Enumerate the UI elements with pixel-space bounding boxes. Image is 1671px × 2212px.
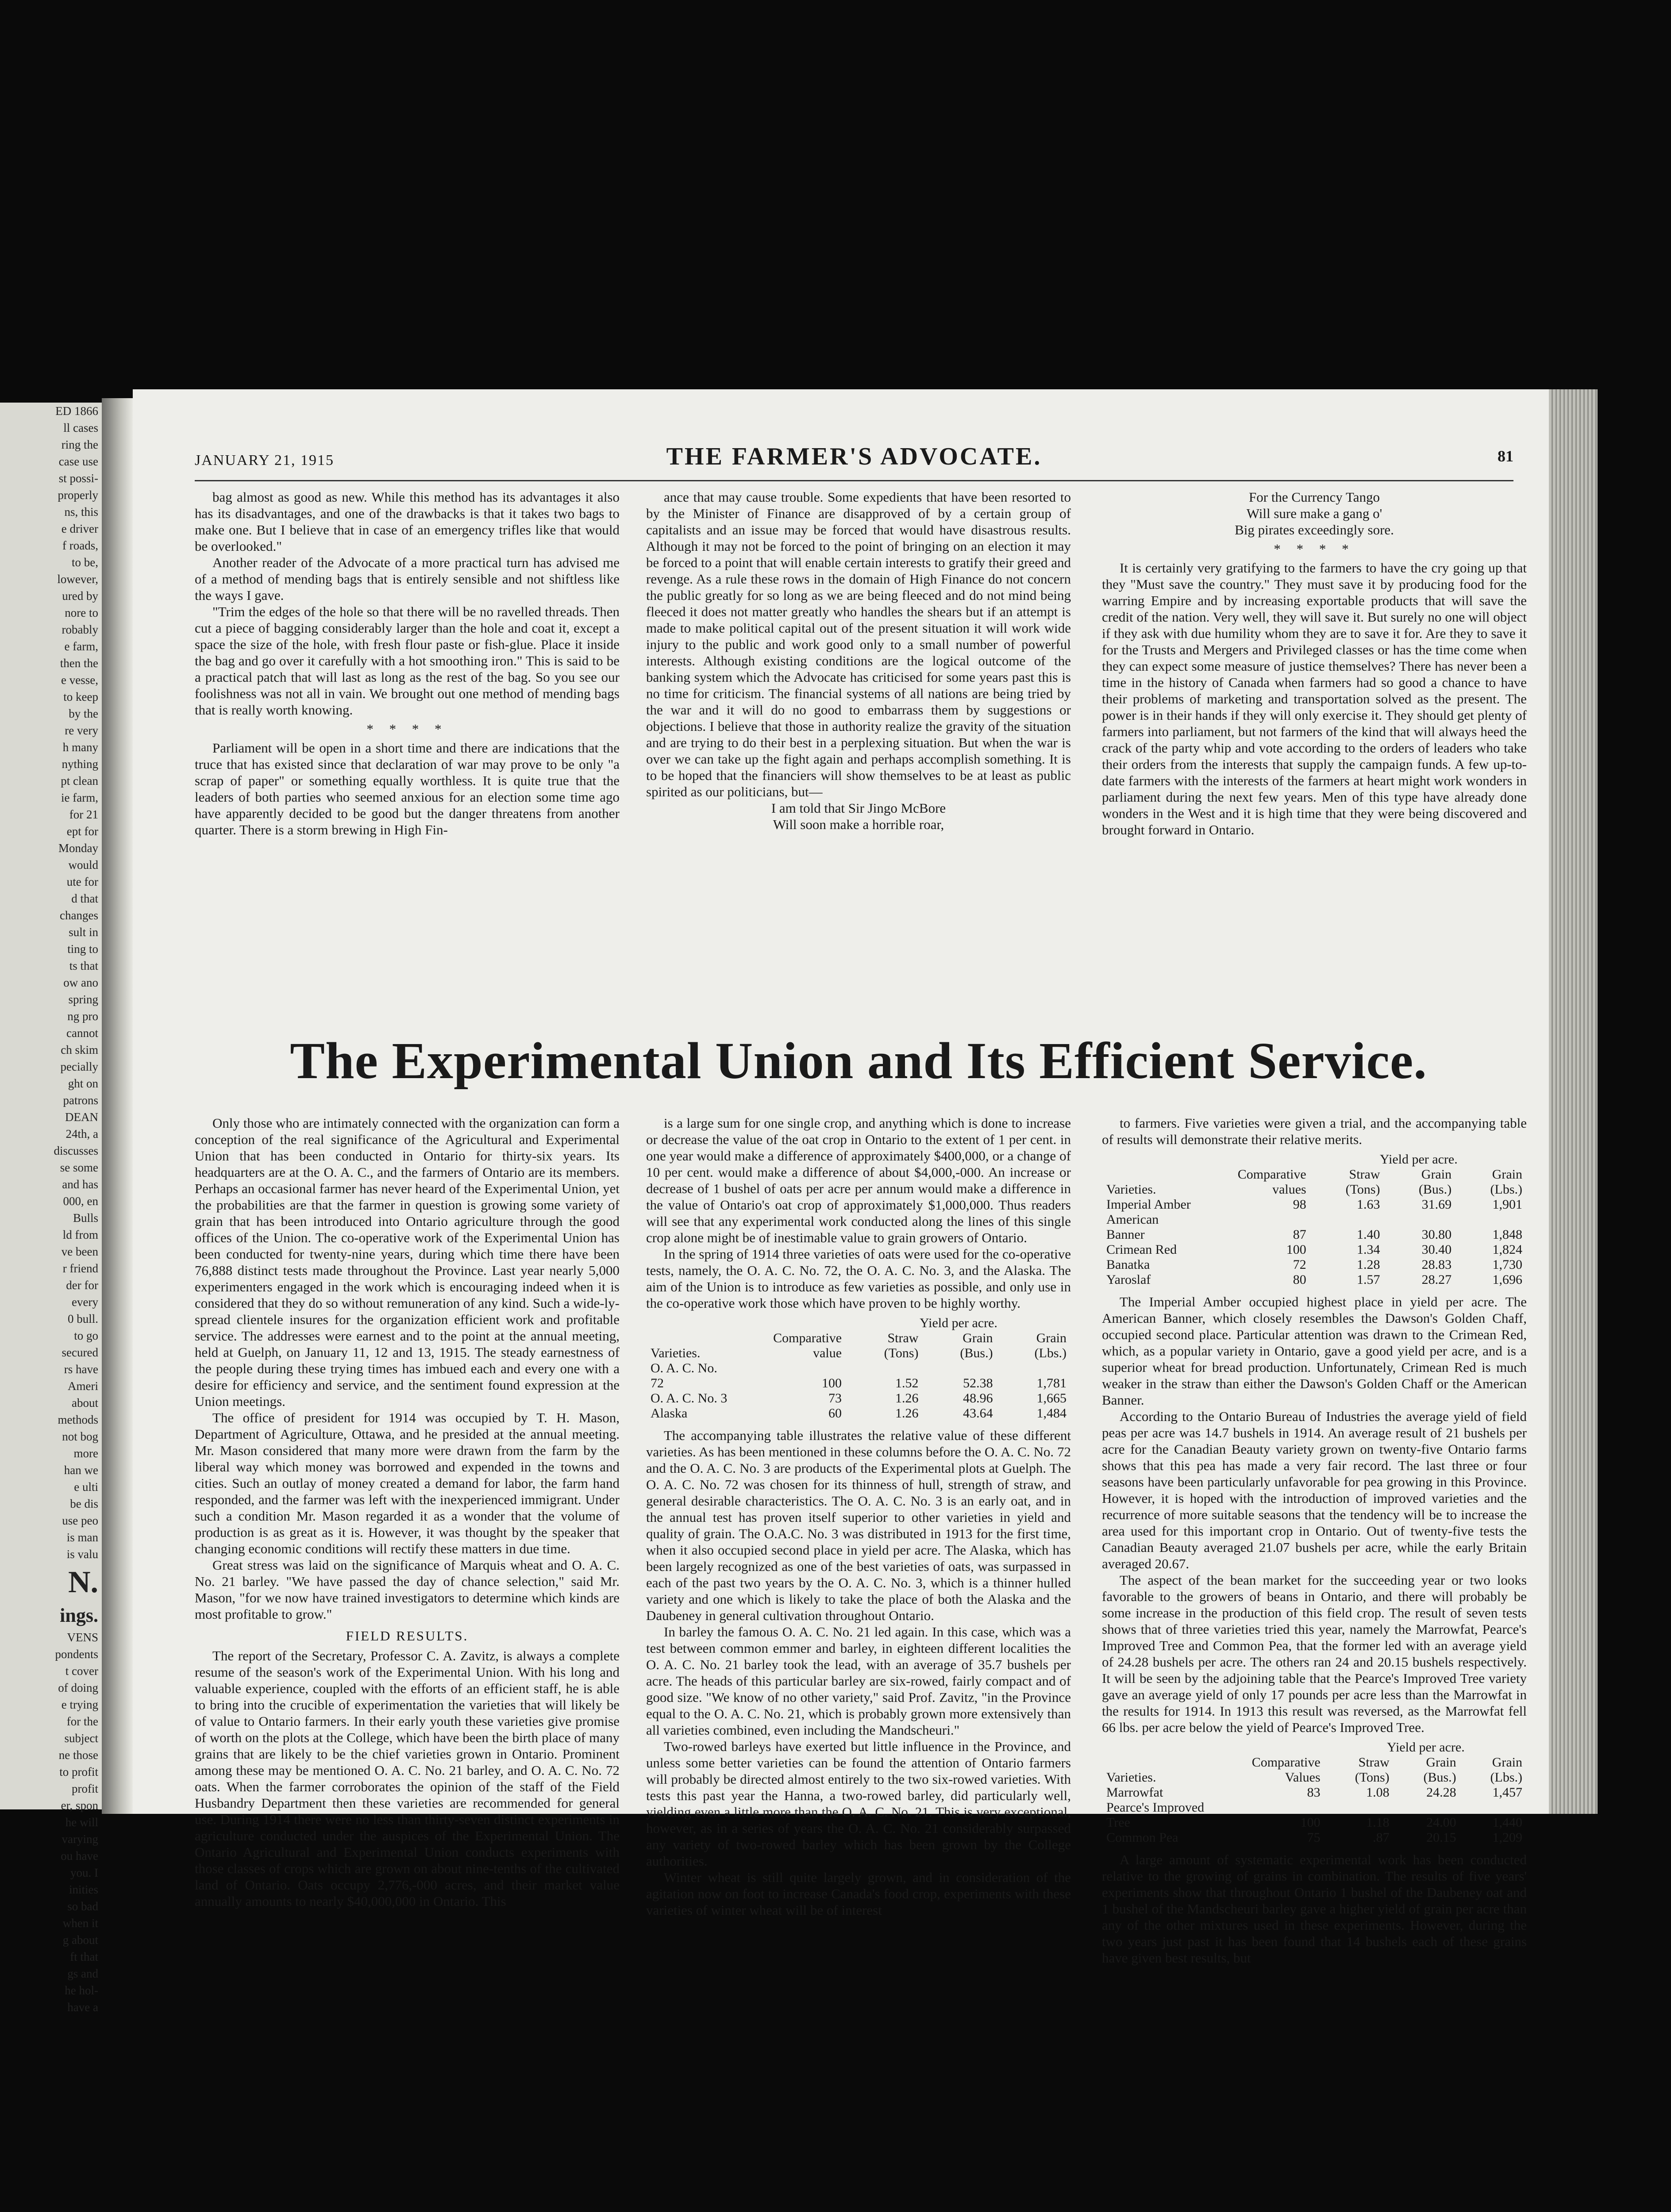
table-cell: 20.15 [1426, 1830, 1456, 1845]
facing-page-line: ting to [67, 942, 98, 956]
facing-page-line: varying [62, 1832, 98, 1846]
table-cell: 73 [828, 1391, 842, 1406]
facing-page-line: case use [58, 455, 98, 468]
facing-page-line: Monday [58, 841, 98, 855]
facing-page-line: Ameri [68, 1379, 98, 1393]
verse-line: Will soon make a horrible roar, [773, 817, 944, 832]
facing-page-line: e trying [61, 1698, 98, 1711]
table-cell: 1.63 [1357, 1197, 1380, 1212]
book-gutter [102, 398, 133, 1814]
facing-page-line: t cover [65, 1664, 98, 1678]
facing-page-line: ft that [70, 1950, 98, 1963]
facing-page-line: profit [72, 1782, 98, 1795]
table-cell: 31.69 [1421, 1197, 1452, 1212]
facing-page-line: secured [62, 1346, 98, 1359]
table-row [1102, 1800, 1527, 1830]
facing-page-line: more [73, 1447, 98, 1460]
paragraph: to farmers. Five varieties were given a trial, and the accompanying table of results will demonstrate their relative merits. [1102, 1115, 1527, 1147]
table-column-header: Grain (Lbs.) [1490, 1755, 1522, 1785]
paragraph: The Imperial Amber occupied highest place in yield per acre. The American Banner, which closely resembles the Dawson's Golden Chaff, occupied second place. Particular attention was drawn to the Crimean Red, which, as a popular variety in Ontario, gave a good yield per acre, and is a superior wheat for bread production. Unfortunately, Crimean Red is much weaker in the straw than either the Dawson's Golden Chaff or the American Banner. [1102, 1294, 1527, 1408]
facing-page-line: r friend [62, 1262, 98, 1275]
facing-page-subheading-fragment: ings. [60, 1605, 98, 1626]
table-cell: 100 [1286, 1242, 1306, 1257]
facing-page-line: ng pro [67, 1010, 98, 1023]
paragraph: The aspect of the bean market for the succeeding year or two looks favorable to the growers of beans in Ontario, and there will probably be some increase in the production of this field crop. The result of seven tests shows that of three varieties tried this year, namely the Marrowfat, Pearce's Improved Tree and Common Pea, that the former led with an average yield of 24.28 bushels per acre. The others ran 24 and 20.15 bushels respectively. It will be seen by the adjoining table that the Pearce's Improved Tree variety gave an average yield of only 17 pounds per acre less than the Marrowfat in the results for 1914. In 1913 this result was reversed, as the Marrowfat fell 66 lbs. per acre below the yield of Pearce's Improved Tree. [1102, 1572, 1527, 1735]
table-cell: 1,209 [1492, 1830, 1522, 1845]
page-edges [1549, 389, 1598, 1814]
facing-page-line: then the [60, 657, 98, 670]
facing-page-text-bottom [0, 1629, 102, 2016]
table-cell: 24.28 [1426, 1785, 1456, 1800]
table-cell: 60 [828, 1406, 842, 1421]
table-cell: 83 [1307, 1785, 1321, 1800]
table-cell: 1,781 [1036, 1376, 1067, 1390]
table-cell: Marrowfat [1106, 1785, 1163, 1800]
table-column-header: Comparative value [773, 1331, 842, 1360]
facing-page-line: to keep [63, 690, 98, 703]
facing-page-line: VENS [67, 1631, 98, 1644]
newspaper-page [133, 389, 1549, 1966]
table-cell: 28.83 [1421, 1257, 1452, 1272]
facing-page-line: Bulls [73, 1211, 98, 1225]
article-column-3 [1102, 1115, 1527, 1966]
facing-page-line: nore to [65, 606, 98, 619]
table-cell: 24.00 [1426, 1815, 1456, 1830]
facing-page-line: ow ano [63, 976, 98, 989]
paragraph: Parliament will be open in a short time and there are indications that the truce that has existed since that declaration of war may prove to be only "a scrap of paper" or something equally worthless. It is quite true that the leaders of both parties who seemed anxious for an election some time ago have apparently decided to be good but the danger threatens from another quarter. There is a storm brewing in High Fin- [195, 740, 620, 837]
facing-page-line: have a [67, 2001, 98, 2014]
table-cell: 1,484 [1036, 1406, 1067, 1421]
table-column-header: Grain (Bus.) [1423, 1755, 1456, 1785]
facing-page-line: ll cases [63, 421, 98, 434]
paragraph: ance that may cause trouble. Some expedients that have been resorted to by the Minister of Finance are disapproved of by a certain group of capitalists and an issue may be forced that would have disastrous results. Although it may not be forced to the point of bringing on an election it may be forced to a point that will enable certain interests to gratify their greed and revenge. As a rule these rows in the domain of High Finance do not concern the public greatly for so long as we are being fleeced and do not mind being fleeced it does not matter greatly who handles the shears but if an attempt is made to make political capital out of the present situation it will work wide injury to the public and work good only to a small number of powerful interests. Although existing conditions are the logical outcome of the banking system which the Advocate has criticised for some years past this is no time for criticism. The financial systems of all nations are being tried by the war and it will do no good to embarrass them by suggestions or objections. I believe that those in authority realize the gravity of the situation and are trying to do their best in a perplexing situation. But when the war is over we can take up the fight again and perhaps accomplish something. It is to be hoped that the financiers will show themselves to be at least as public spirited as our politicians, but— [646, 489, 1071, 799]
facing-page-fragment [0, 403, 102, 2014]
facing-page-line: cannot [66, 1026, 98, 1040]
facing-page-line: 24th, a [65, 1127, 98, 1141]
paragraph: The office of president for 1914 was occupied by T. H. Mason, Department of Agriculture, Ottawa, and he presided at the annual meeting. Mr. Mason considered that many more were drawn from the farm by the liberal way which money was borrowed and expended in the towns and cities. Such an outlay of money created a demand for labor, the farm hand responded, and the farmer was left with the inexperienced immigrant. Under such a condition Mr. Mason regarded it as a wonder that the volume of production is as great as it is. However, it was thought by the speaker that changing economic conditions will rectify these matters in due time. [195, 1410, 620, 1556]
facing-page-line: re very [65, 724, 98, 737]
facing-page-line: properly [58, 488, 98, 502]
facing-page-line: to be, [72, 556, 98, 569]
facing-page-line: for the [66, 1715, 98, 1728]
facing-page-line: about [72, 1396, 98, 1409]
table-row [1102, 1257, 1527, 1272]
table-column-header: Straw (Tons) [1355, 1755, 1390, 1785]
table-cell: 1.28 [1357, 1257, 1380, 1272]
table-row [1102, 1197, 1527, 1212]
facing-page-line: inities [69, 1883, 98, 1896]
paragraph: Two-rowed barleys have exerted but little influence in the Province, and unless some better varieties can be found the attention of Ontario farmers will probably be directed almost entirely to the two six-rowed varieties. With tests this past year the Hanna, a two-rowed barley, did particularly well, yielding even a little more than the O. A. C. No. 21. This is very exceptional, however, as in a series of years the O. A. C. No. 21 considerably surpassed any variety of two-rowed barley which has been grown by the College authorities. [646, 1739, 1071, 1869]
facing-page-heading-fragment: N. [68, 1565, 98, 1599]
table-cell: 1.26 [895, 1391, 919, 1406]
facing-page-line: he will [65, 1816, 98, 1829]
facing-page-line: e farm, [64, 640, 98, 653]
table-cell: 30.40 [1421, 1242, 1452, 1257]
section-separator: * * * * [1274, 541, 1355, 557]
facing-page-line: st possi- [58, 472, 98, 485]
oats-yield-table [646, 1316, 1071, 1421]
facing-page-line: gs and [67, 1967, 98, 1980]
facing-page-line: e driver [61, 522, 98, 535]
table-column-header: Straw (Tons) [1345, 1167, 1380, 1197]
top-column-2 [646, 489, 1071, 833]
table-cell: 1,730 [1492, 1257, 1522, 1272]
table-cell: Pearce's Improved Tree [1106, 1800, 1205, 1830]
facing-page-line: he hol- [65, 1984, 98, 1997]
facing-page-line: ie farm, [61, 791, 98, 804]
table-cell: Banatka [1106, 1257, 1150, 1272]
facing-page-line: ld from [62, 1228, 98, 1241]
top-column-3 [1102, 489, 1527, 838]
facing-page-line: ve been [61, 1245, 98, 1258]
facing-page-line: patrons [63, 1094, 98, 1107]
facing-page-line: robably [62, 623, 98, 636]
table-cell: 43.64 [963, 1406, 993, 1421]
table-column-header: Grain (Bus.) [960, 1331, 993, 1360]
facing-page-line: spring [68, 993, 98, 1006]
facing-page-line: pt clean [61, 774, 98, 787]
table-cell: 30.80 [1421, 1227, 1452, 1242]
facing-page-line: changes [60, 909, 98, 922]
facing-page-line: rs have [64, 1363, 98, 1376]
table-column-header: Comparative values [1237, 1167, 1306, 1197]
table-cell: 87 [1293, 1227, 1306, 1242]
table-cell: 1,440 [1492, 1815, 1522, 1830]
facing-page-line: ght on [68, 1077, 98, 1090]
table-cell: 52.38 [963, 1376, 993, 1390]
paragraph: In the spring of 1914 three varieties of oats were used for the co-operative tests, namely, the O. A. C. No. 72, the O. A. C. No. 3, and the Alaska. The aim of the Union is to introduce as few varieties as possible, and only use in the co-operative work those which have proven to be highly worthy. [646, 1246, 1071, 1311]
table-cell: 1.18 [1366, 1815, 1390, 1830]
paragraph: "Trim the edges of the hole so that there will be no ravelled threads. Then cut a piece of bagging considerably larger than the hole and coat it, except a space the size of the hole, with fresh flour paste or fish-glue. Place it inside the bag and go over it carefully with a hot smoothing iron." This is said to be a practical patch that will last as long as the rest of the bag. So you see our foolishness was not all in vain. We brought out one method of mending bags that is really worth knowing. [195, 604, 620, 718]
table-row [1102, 1785, 1527, 1800]
table-cell: 48.96 [963, 1391, 993, 1406]
facing-page-line: ou have [61, 1849, 98, 1863]
table-cell: .87 [1373, 1830, 1390, 1845]
section-heading: FIELD RESULTS. [346, 1628, 469, 1644]
table-group-header: Yield per acre. [1386, 1740, 1465, 1755]
facing-page-line: pondents [55, 1647, 98, 1661]
top-column-1 [195, 489, 620, 838]
page-number: 81 [1498, 447, 1513, 465]
publication-title: THE FARMER'S ADVOCATE. [666, 443, 1042, 470]
table-cell: 1.52 [895, 1376, 919, 1390]
verse-line: I am told that Sir Jingo McBore [771, 800, 946, 816]
facing-page-line: use peo [62, 1514, 98, 1527]
facing-page-line: han we [64, 1463, 98, 1477]
facing-page-line: be dis [70, 1497, 98, 1510]
table-cell: 100 [822, 1376, 842, 1390]
table-row [646, 1361, 1071, 1391]
issue-date: JANUARY 21, 1915 [195, 452, 335, 469]
table-row [1102, 1242, 1527, 1257]
table-row [1102, 1272, 1527, 1287]
table-column-header: Straw (Tons) [884, 1331, 919, 1360]
paragraph: Winter wheat is still quite largely grown, and in consideration of the agitation now on foot to increase Canada's food crop, experiments with these varieties of winter wheat will be of interest [646, 1870, 1071, 1918]
facing-page-line: nything [62, 757, 98, 771]
facing-page-line: every [72, 1295, 98, 1309]
facing-page-line: ne those [58, 1748, 98, 1762]
article-headline: The Experimental Union and Its Efficient Service. [290, 1032, 1427, 1090]
table-column-header: Comparative Values [1251, 1755, 1321, 1785]
facing-page-line: f roads, [62, 539, 98, 552]
wheat-yield-table [1102, 1152, 1527, 1287]
facing-page-line: when it [62, 1916, 98, 1930]
table-cell: Imperial Amber [1106, 1197, 1191, 1212]
facing-page-line: ured by [62, 589, 98, 603]
facing-page-line: er, spon [61, 1799, 98, 1812]
table-cell: Yaroslaf [1106, 1272, 1151, 1287]
facing-page-line: of doing [58, 1681, 98, 1694]
facing-page-line: ED 1866 [55, 404, 98, 418]
table-row [1102, 1212, 1527, 1242]
table-column-header: Grain (Bus.) [1418, 1167, 1452, 1197]
table-column-header: Grain (Lbs.) [1490, 1167, 1522, 1197]
facing-page-line: ute for [66, 875, 98, 888]
paragraph: Another reader of the Advocate of a more practical turn has advised me of a method of mending bags that is entirely sensible and not shiftless like the ways I gave. [195, 555, 620, 603]
table-cell: Alaska [651, 1406, 688, 1421]
page-header [195, 442, 1513, 478]
table-row [1102, 1830, 1527, 1845]
facing-page-line: for 21 [69, 808, 98, 821]
facing-page-line: to go [74, 1329, 98, 1342]
facing-page-line: g about [62, 1933, 98, 1947]
facing-page-line: ring the [61, 438, 98, 451]
table-cell: 1.08 [1366, 1785, 1390, 1800]
facing-page-line: d that [71, 892, 98, 905]
verse-line: For the Currency Tango [1249, 489, 1380, 505]
facing-page-line: subject [64, 1732, 98, 1745]
table-cell: 80 [1293, 1272, 1306, 1287]
table-cell: 1,901 [1492, 1197, 1522, 1212]
paragraph: A large amount of systematic experimental work has been conducted relative to the growing of grains in combination. The results of five years' experiments show that throughout Ontario 1 bushel of the Daubeney oat and 1 bushel of the Mandscheuri barley gave a higher yield of grain per acre than any of the other mixtures used in these experiments. However, during the two years just past it has been found that 14 bushels each of these grains have given best results, but [1102, 1852, 1527, 1966]
facing-page-line: 000, en [63, 1194, 98, 1208]
facing-page-line: is man [66, 1531, 98, 1544]
facing-page-line: der for [66, 1279, 98, 1292]
facing-page-line: e vesse, [61, 673, 98, 687]
facing-page-line: ept for [66, 825, 98, 838]
facing-page-line: discusses [54, 1144, 98, 1157]
table-group-header: Yield per acre. [920, 1316, 997, 1330]
article-column-1 [195, 1115, 620, 1909]
verse-line: Big pirates exceedingly sore. [1235, 522, 1394, 538]
table-cell: 1,848 [1492, 1227, 1522, 1242]
table-cell: Crimean Red [1106, 1242, 1177, 1257]
table-column-header: Varieties. [1106, 1182, 1156, 1197]
table-cell: 72 [1293, 1257, 1306, 1272]
table-column-header: Varieties. [1106, 1770, 1156, 1785]
table-row [646, 1406, 1071, 1421]
table-cell: 1,665 [1036, 1391, 1067, 1406]
table-group-header: Yield per acre. [1379, 1152, 1458, 1167]
section-separator: * * * * [366, 721, 448, 737]
facing-page-line: you. I [70, 1866, 98, 1879]
paragraph: In barley the famous O. A. C. No. 21 led again. In this case, which was a test between common emmer and barley, in eighteen different localities the O. A. C. No. 21 barley took the lead, with an average of 35.7 bushels per acre. The heads of this particular barley are six-rowed, fairly compact and of good size. "We know of no other variety," said Prof. Zavitz, "in the Province equal to the O. A. C. No. 21, which is probably grown more extensively than all varieties combined, even including the Mandscheuri." [646, 1624, 1071, 1738]
table-column-header: Varieties. [651, 1346, 701, 1360]
header-rule [195, 480, 1513, 481]
paragraph: The accompanying table illustrates the relative value of these different varieties. As has been mentioned in these columns before the O. A. C. No. 72 and the O. A. C. No. 3 are products of the Experimental plots at Guelph. The O. A. C. No. 72 was chosen for its thinness of hull, strength of straw, and general desirable characteristics. The O. A. C. No. 3 is an early oat, and in the annual test has proven itself superior to other varieties in yield and quality of grain. The O.A.C. No. 3 was distributed in 1913 for the first time, when it also occupied second place in yield per acre. The Alaska, which has been largely recognized as one of the best varieties of oats, was surpassed in each of the past two years by the O. A. C. No. 3, which is a thinner hulled variety and one which is likely to take the place of both the Alaska and the Daubeney in general cultivation throughout Ontario. [646, 1428, 1071, 1623]
article-column-2 [646, 1115, 1071, 1918]
table-cell: 100 [1300, 1815, 1321, 1830]
facing-page-line: se some [60, 1161, 98, 1174]
paragraph: is a large sum for one single crop, and anything which is done to increase or decrease the value of the oat crop in Ontario to the extent of 1 per cent. in one year would make a difference of approximately $400,000, or a change of 10 per cent. would make a difference of about $4,000,-000. An increase or decrease of 1 bushel of oats per acre per annum would make a difference in the value of Ontario's oat crop of approximately $1,000,000. Thus readers will see that any experimental work conducted along the lines of this single crop alone might be of inestimable value to grain growers of Ontario. [646, 1115, 1071, 1245]
facing-page-line: would [68, 858, 98, 872]
table-cell: 1,824 [1492, 1242, 1522, 1257]
facing-page-line: so bad [67, 1900, 98, 1913]
table-cell: 1.40 [1357, 1227, 1380, 1242]
facing-page-line: ns, this [64, 505, 98, 518]
facing-page-line: to profit [59, 1765, 98, 1778]
table-column-header: Grain (Lbs.) [1034, 1331, 1067, 1360]
facing-page-line: ch skim [61, 1043, 98, 1056]
facing-page-line: ts that [69, 959, 98, 972]
facing-page-line: not bog [62, 1430, 98, 1443]
facing-page-line: methods [58, 1413, 98, 1426]
table-cell: 75 [1307, 1830, 1321, 1845]
facing-page-line: sult in [69, 926, 98, 939]
table-cell: 1.34 [1357, 1242, 1380, 1257]
facing-page-line: pecially [60, 1060, 98, 1073]
facing-page-line: by the [69, 707, 98, 720]
facing-page-line: is valu [66, 1548, 98, 1561]
paragraph: Only those who are intimately connected with the organization can form a conception of the real significance of the Agricultural and Experimental Union that has been conducted in Ontario for thirty-six years. Its headquarters are at the O. A. C., and the farmers of Ontario are its members. Perhaps an occasional farmer has never heard of the Experimental Union, yet the probabilities are that the farmer in question is growing some variety of grain that has been introduced into Ontario agriculture through the good offices of the Union. The co-operative work of the Experimental Union has been conducted for twenty-nine years, during which time there have been 76,888 distinct tests made throughout the Province. Last year nearly 5,000 experimenters engaged in the work which is encouraging indeed when it is considered that they do so without remuneration of any kind. Such a wide-ly-spread clientele insures for the organization efficient work and profitable service. The addresses were earnest and to the point at the annual meeting, held at Guelph, on January 11, 12 and 13, 1915. The steady earnestness of the people during these trying times has imbued each and every one with a desire for efficiency and service, and the sentiment found expression at the Union meetings. [195, 1115, 620, 1409]
table-cell: O. A. C. No. 72 [651, 1361, 717, 1390]
table-cell: 1,457 [1492, 1785, 1522, 1800]
table-cell: 98 [1293, 1197, 1306, 1212]
paragraph: Great stress was laid on the significance of Marquis wheat and O. A. C. No. 21 barley. "We have passed the day of chance selection," said Mr. Mason, "for we now have trained investigators to determine which kinds are most profitable to grow." [195, 1557, 620, 1622]
facing-page-line: and has [62, 1178, 98, 1191]
table-cell: 1,696 [1492, 1272, 1522, 1287]
facing-page-line: 0 bull. [67, 1312, 98, 1325]
paragraph: The report of the Secretary, Professor C. A. Zavitz, is always a complete resume of the season's work of the Experimental Union. With his long and valuable experience, coupled with the efforts of an efficient staff, he is able to bring into the crucible of experimentation the varieties that will likely be of value to Ontario farmers. In their early youth these varieties give promise of worth on the plots at the College, which have been the birth place of many grains that are likely to be the chief varieties grown in Ontario. Prominent among these may be mentioned O. A. C. No. 21 barley, and O. A. C. No. 72 oats. When the farmer corroborates the opinion of the staff of the Field Husbandry Department then these varieties are recommended for general use. During 1914 there were no less than thirty-seven distinct experiments in agriculture conducted under the auspices of the Experimental Union. The Ontario Agricultural and Experimental Union conducts experiments with those classes of crops which are grown on about nine-tenths of the cultivated land of Ontario. Oats occupy 2,776,-000 acres, and their market value annually amounts to nearly $40,000,000 in Ontario. This [195, 1648, 620, 1909]
facing-page-line: h many [62, 741, 98, 754]
facing-page-line: lowever, [57, 572, 98, 586]
table-cell: 28.27 [1421, 1272, 1452, 1287]
paragraph: bag almost as good as new. While this method has its advantages it also has its disadvantages, and one of the drawbacks is that it takes two bags to make one. But I believe that in case of an emergency trifles like that would be overlooked." [195, 489, 620, 554]
facing-page-text-top [0, 403, 102, 1563]
table-cell: O. A. C. No. 3 [651, 1391, 728, 1406]
facing-page-line: DEAN [65, 1110, 98, 1124]
paragraph: According to the Ontario Bureau of Industries the average yield of field peas per acre was 14.7 bushels in 1914. An average result of 21 bushels per acre for the Canadian Beauty variety grown on twenty-five Ontario farms shows that this pea has made a very fair record. The last three or four seasons have been particularly unfavorable for pea growing in this Province. However, it is hoped with the introduction of improved varieties and the recurrence of more suitable seasons that the tendency will be to increase the area used for this important crop in Ontario. Out of twenty-five tests the Canadian Beauty averaged 21.07 bushels per acre, while the early Britain averaged 20.67. [1102, 1409, 1527, 1571]
facing-page-line: e ulti [74, 1480, 98, 1494]
beans-yield-table [1102, 1740, 1527, 1845]
table-cell: Common Pea [1106, 1830, 1178, 1845]
table-cell: American Banner [1106, 1212, 1159, 1242]
table-row [646, 1391, 1071, 1406]
table-cell: 1.26 [895, 1406, 919, 1421]
verse-line: Will sure make a gang o' [1246, 506, 1382, 521]
table-cell: 1.57 [1357, 1272, 1380, 1287]
paragraph: It is certainly very gratifying to the farmers to have the cry going up that they "Must save the country." They must save it by producing food for the warring Empire and by increasing exportable products that will save the credit of the nation. Very well, they will save it. But surely no one will object if they ask with due humility whom they are to save it for. Are they to save it for the Trusts and Mergers and Privileged classes or has the time come when they can expect some measure of justice themselves? There has never been a time in the history of Canada when farmers had so good a chance to have their problems of marketing and transportation solved as the present. The power is in their hands if they will only exercise it. They should get plenty of farmers into parliament, but not farmers of the kind that will always heed the crack of the party whip and vote according to the orders of leaders who take their orders from the interests that supply the campaign funds. A few up-to-date farmers with the interests of the farmers at heart might work wonders in parliament during the next few years. Men of this type have already done wonders in the West and it is high time that they were being discovered and brought forward in Ontario. [1102, 560, 1527, 837]
